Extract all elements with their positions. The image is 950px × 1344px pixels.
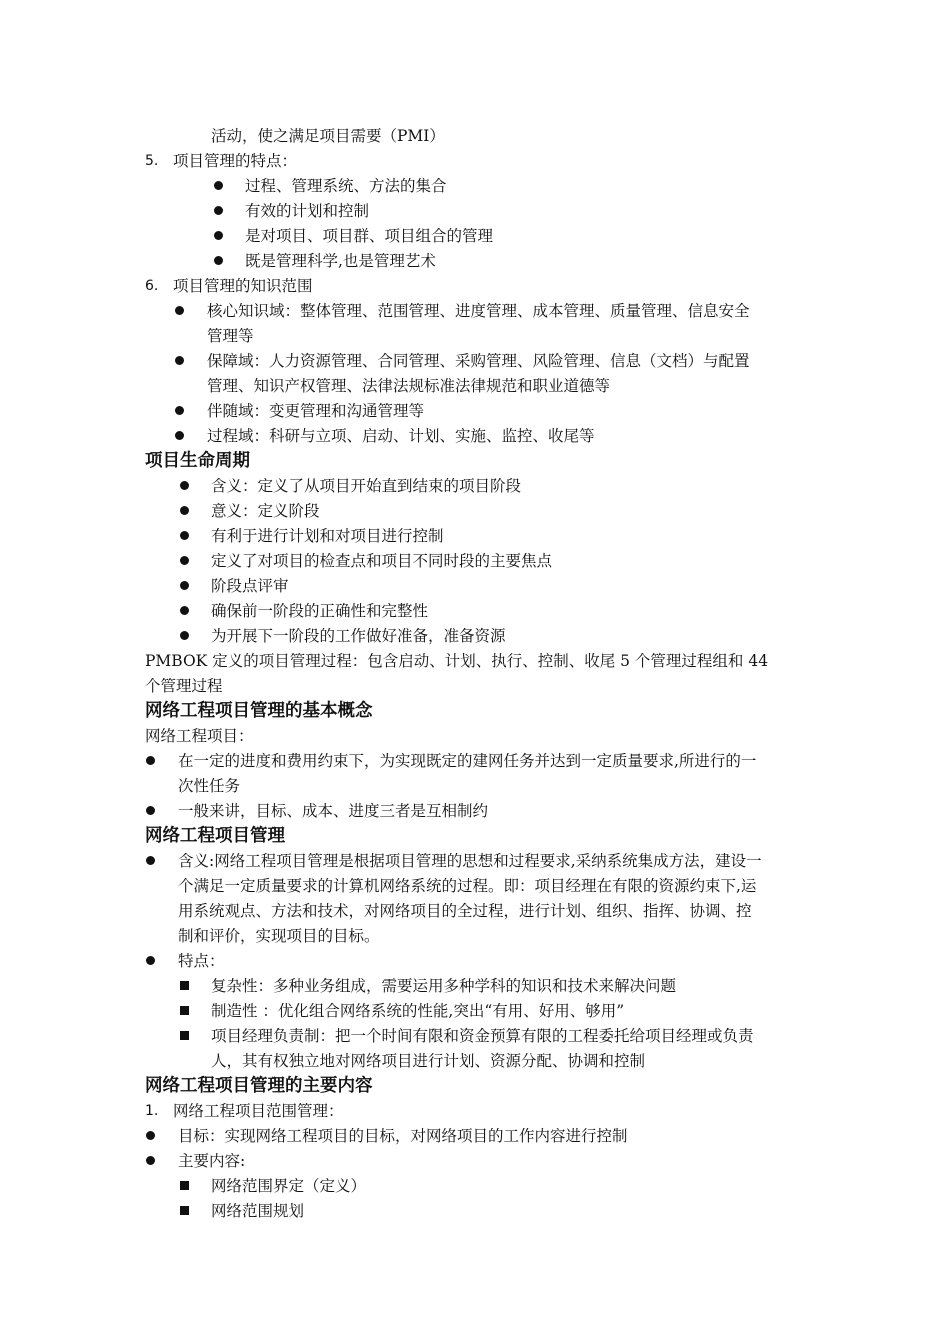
bullet-icon <box>214 256 223 265</box>
list-item: 过程域：科研与立项、启动、计划、实施、监控、收尾等 <box>207 427 595 445</box>
bullet-icon <box>180 481 189 490</box>
list-item: 网络范围界定（定义） <box>211 1177 367 1195</box>
square-bullet-icon <box>180 1006 189 1015</box>
list-item: 含义：定义了从项目开始直到结束的项目阶段 <box>211 477 522 495</box>
list-item: 定义了对项目的检查点和项目不同时段的主要焦点 <box>211 552 553 570</box>
label-network-project: 网络工程项目： <box>145 727 254 745</box>
bullet-icon <box>146 956 155 965</box>
list-item: 一般来讲，目标、成本、进度三者是互相制约 <box>178 802 489 820</box>
square-bullet-icon <box>180 1206 189 1215</box>
list-item: 网络范围规划 <box>211 1202 305 1220</box>
bullet-icon <box>175 431 184 440</box>
square-bullet-icon <box>180 981 189 990</box>
list-item-continuation: 用系统观点、方法和技术，对网络项目的全过程，进行计划、组织、指挥、协调、控 <box>178 902 752 920</box>
list-item-continuation: 人，其有权独立地对网络项目进行计划、资源分配、协调和控制 <box>211 1052 646 1070</box>
pmbok-paragraph: PMBOK 定义的项目管理过程：包含启动、计划、执行、控制、收尾 5 个管理过程组和 44 <box>145 652 769 670</box>
pmi-continuation: 活动，使之满足项目需要（PMI） <box>211 127 445 145</box>
bullet-icon <box>214 206 223 215</box>
bullet-icon <box>146 756 155 765</box>
list-item: 特点： <box>178 952 225 970</box>
heading-main-content: 网络工程项目管理的主要内容 <box>145 1076 373 1096</box>
list-item: 核心知识域：整体管理、范围管理、进度管理、成本管理、质量管理、信息安全 <box>207 302 750 320</box>
heading-lifecycle: 项目生命周期 <box>145 451 250 471</box>
bullet-icon <box>175 306 184 315</box>
bullet-icon <box>180 581 189 590</box>
bullet-icon <box>180 606 189 615</box>
heading-project-management: 网络工程项目管理 <box>145 826 285 846</box>
bullet-icon <box>146 806 155 815</box>
list-item: 有利于进行计划和对项目进行控制 <box>211 527 444 545</box>
section-6-number: 6. <box>145 278 159 294</box>
list-item: 制造性 ：优化组合网络系统的性能,突出“有用、好用、够用” <box>211 1002 625 1020</box>
bullet-icon <box>214 181 223 190</box>
list-item: 是对项目、项目群、项目组合的管理 <box>245 227 494 245</box>
square-bullet-icon <box>180 1181 189 1190</box>
list-item: 保障域：人力资源管理、合同管理、采购管理、风险管理、信息（文档）与配置 <box>207 352 750 370</box>
bullet-icon <box>175 356 184 365</box>
list-item: 伴随域：变更管理和沟通管理等 <box>207 402 425 420</box>
bullet-icon <box>146 1131 155 1140</box>
list-item-continuation: 个满足一定质量要求的计算机网络系统的过程。即：项目经理在有限的资源约束下,运 <box>178 877 757 895</box>
section-5-title: 项目管理的特点： <box>173 152 298 170</box>
bullet-icon <box>180 531 189 540</box>
list-item: 项目经理负责制：把一个时间有限和资金预算有限的工程委托给项目经理或负责 <box>211 1027 754 1045</box>
section-5-number: 5. <box>145 153 159 169</box>
heading-basic-concepts: 网络工程项目管理的基本概念 <box>145 701 373 721</box>
list-item: 在一定的进度和费用约束下，为实现既定的建网任务并达到一定质量要求,所进行的一 <box>178 752 757 770</box>
list-item: 既是管理科学,也是管理艺术 <box>245 252 436 270</box>
list-item: 为开展下一阶段的工作做好准备，准备资源 <box>211 627 506 645</box>
bullet-icon <box>146 1156 155 1165</box>
bullet-icon <box>180 506 189 515</box>
list-item-continuation: 管理等 <box>207 327 254 345</box>
list-item: 过程、管理系统、方法的集合 <box>245 177 447 195</box>
list-item: 复杂性：多种业务组成，需要运用多种学科的知识和技术来解决问题 <box>211 977 677 995</box>
list-item: 含义:网络工程项目管理是根据项目管理的思想和过程要求,采纳系统集成方法，建设一 <box>178 852 762 870</box>
list-item: 阶段点评审 <box>211 577 289 595</box>
list-item: 有效的计划和控制 <box>245 202 370 220</box>
section-6-title: 项目管理的知识范围 <box>173 277 313 295</box>
list-item: 主要内容: <box>178 1152 246 1170</box>
bullet-icon <box>175 406 184 415</box>
square-bullet-icon <box>180 1031 189 1040</box>
list-item-continuation: 管理、知识产权管理、法律法规标准法律规范和职业道德等 <box>207 377 611 395</box>
bullet-icon <box>180 556 189 565</box>
list-item: 目标：实现网络工程项目的目标，对网络项目的工作内容进行控制 <box>178 1127 628 1145</box>
list-item-continuation: 制和评价，实现项目的目标。 <box>178 927 380 945</box>
bullet-icon <box>180 631 189 640</box>
bullet-icon <box>214 231 223 240</box>
bullet-icon <box>146 856 155 865</box>
item-1-number: 1. <box>145 1103 159 1119</box>
pmbok-paragraph-continuation: 个管理过程 <box>145 677 223 695</box>
list-item-continuation: 次性任务 <box>178 777 241 795</box>
item-1-title: 网络工程项目范围管理： <box>173 1102 344 1120</box>
list-item: 意义：定义阶段 <box>211 502 320 520</box>
list-item: 确保前一阶段的正确性和完整性 <box>211 602 429 620</box>
